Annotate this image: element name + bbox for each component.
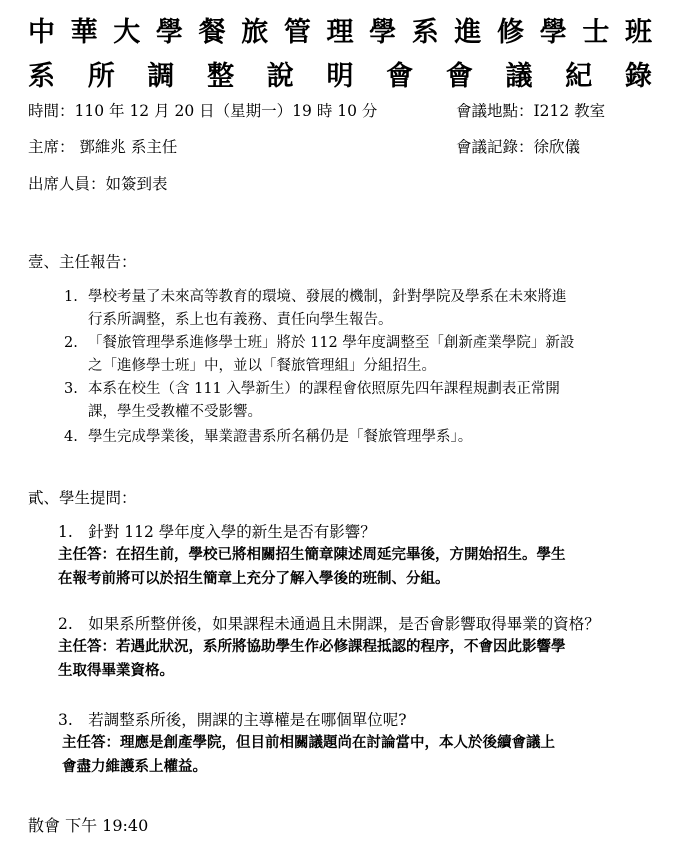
report-item-3 <box>64 378 664 424</box>
item-text-line: 學生完成學業後，畢業證書系所名稱仍是「餐旅管理學系」。 <box>88 429 473 445</box>
title-char: 系 <box>28 61 55 92</box>
document-title-line-2 <box>28 54 652 93</box>
title-char: 餐 <box>198 17 226 48</box>
answer-3-line-2: 會盡力維護系上權益。 <box>62 758 207 775</box>
item-text-line: 課，學生受教權不受影響。 <box>88 404 262 420</box>
title-char: 錄 <box>624 61 652 92</box>
question-1: 1. 針對 112 學年度入學的新生是否有影響？ <box>58 523 376 541</box>
title-char: 明 <box>326 61 354 92</box>
meeting-attendees: 出席人員：如簽到表 <box>28 175 168 193</box>
title-char: 說 <box>266 61 294 92</box>
item-number: 3. <box>64 381 78 397</box>
item-text-line: 學校考量了未來高等教育的環境、發展的機制，針對學院及學系在未來將進 <box>88 289 567 305</box>
document-title-line-1 <box>28 10 652 49</box>
item-text-line: 行系所調整，系上也有義務、責任向學生報告。 <box>88 312 393 328</box>
item-text-line: 「餐旅管理學系進修學士班」將於 112 學年度調整至「創新產業學院」新設 <box>88 335 575 351</box>
question-3: 3. 若調整系所後，開課的主導權是在哪個單位呢? <box>58 711 407 729</box>
meeting-location: 會議地點：I212 教室 <box>456 102 606 120</box>
item-number: 2. <box>64 335 78 351</box>
title-char: 會 <box>445 61 473 92</box>
item-number: 4. <box>64 429 78 445</box>
title-char: 管 <box>283 17 311 48</box>
title-char: 所 <box>87 61 115 92</box>
title-char: 華 <box>70 17 98 48</box>
answer-1-line-2: 在報考前將可以於招生簡章上充分了解入學後的班制、分組。 <box>58 570 450 587</box>
title-char: 學 <box>155 17 183 48</box>
title-char: 士 <box>582 17 610 48</box>
title-char: 大 <box>113 17 141 48</box>
title-char: 學 <box>369 17 397 48</box>
meeting-recorder: 會議記錄：徐欣儀 <box>456 138 581 156</box>
item-number: 1. <box>64 289 78 305</box>
title-char: 系 <box>411 17 439 48</box>
title-char: 紀 <box>565 61 593 92</box>
title-char: 整 <box>207 61 235 92</box>
title-char: 班 <box>624 17 652 48</box>
title-char: 會 <box>386 61 414 92</box>
title-char: 修 <box>497 17 525 48</box>
section-1-heading: 壹、主任報告： <box>28 253 137 271</box>
title-char: 旅 <box>241 17 269 48</box>
title-char: 中 <box>28 17 55 48</box>
report-item-1 <box>64 286 664 332</box>
meeting-chair: 主席： 鄧維兆 系主任 <box>28 138 178 156</box>
section-2-heading: 貳、學生提問： <box>28 489 137 507</box>
question-2: 2. 如果系所整併後，如果課程未通過且未開課，是否會影響取得畢業的資格？ <box>58 615 600 633</box>
report-item-2 <box>64 332 664 378</box>
answer-2-line-2: 生取得畢業資格。 <box>58 662 174 679</box>
report-item-4 <box>64 426 664 449</box>
title-char: 進 <box>454 17 482 48</box>
item-text-line: 本系在校生（含 111 入學新生）的課程會依照原先四年課程規劃表正常開 <box>88 381 560 397</box>
answer-2-line-1: 主任答：若遇此狀況，系所將協助學生作必修課程抵認的程序，不會因此影響學 <box>58 638 566 655</box>
item-text-line: 之「進修學士班」中，並以「餐旅管理組」分組招生。 <box>88 358 436 374</box>
answer-3-line-1: 主任答：理應是創產學院，但目前相關議題尚在討論當中，本人於後續會議上 <box>62 734 555 751</box>
meeting-time: 時間：110 年 12 月 20 日（星期一）19 時 10 分 <box>28 102 378 120</box>
title-char: 調 <box>147 61 175 92</box>
title-char: 議 <box>505 61 533 92</box>
title-char: 理 <box>326 17 354 48</box>
title-char: 學 <box>539 17 567 48</box>
meeting-adjourned: 散會 下午 19:40 <box>28 816 149 835</box>
answer-1-line-1: 主任答：在招生前，學校已將相關招生簡章陳述周延完畢後，方開始招生。學生 <box>58 546 566 563</box>
